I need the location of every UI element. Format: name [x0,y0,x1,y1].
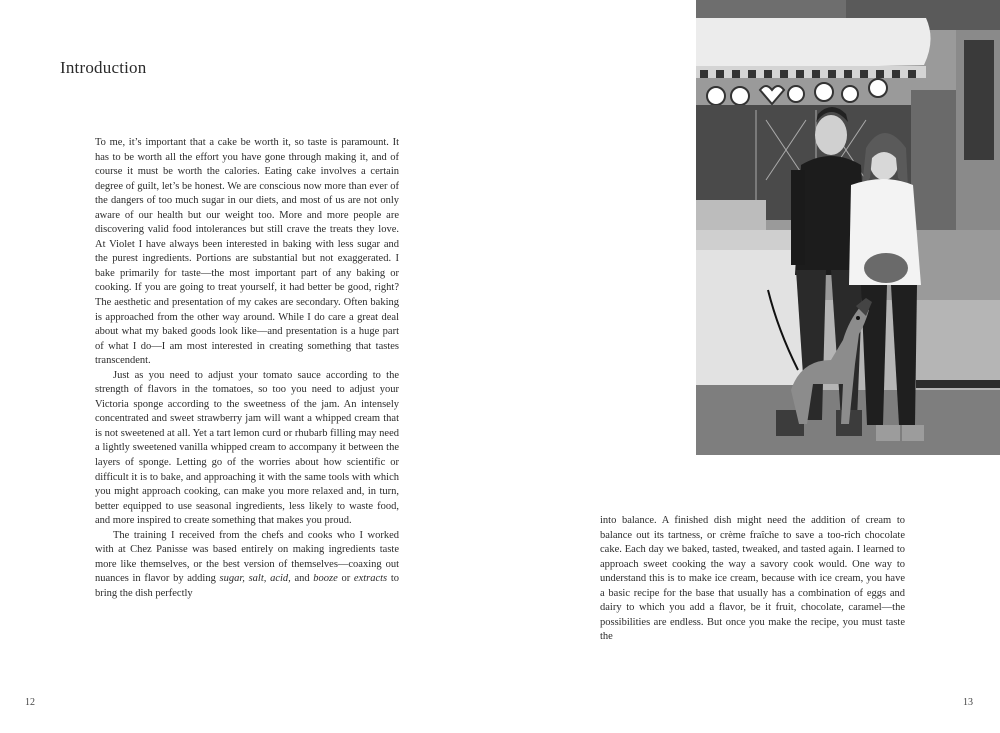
page-heading: Introduction [60,58,147,77]
left-column-text [95,136,399,602]
paragraph-3-start: The training I received from the chefs and cooks who I worked with at Chez Panisse was based entirely on making ingredients taste more like themselves, or the best version of themselves—coaxing out nuances in flavor by adding [95,529,399,585]
paragraph-continued: into balance. A finished dish might need the addition of cream to balance out its tartness, or crème fraîche to save a too-rich chocolate cake. Each day we baked, tasted, tweaked, and tasted again. I learned to approach sweet cooking the way a savory cook would. One way to understand this is to make ice cream, because with ice cream, you have a basic recipe for the base that usually has a combination of eggs and dairy to which you add a flavor, be it fruit, chocolate, caramel—the possibilities are endless. But once you make the recipe, you must taste the [600,515,905,643]
emphasis-extracts: extracts [353,573,388,585]
paragraph-3-end: to bring the dish perfectly [95,573,400,599]
paragraph-2: Just as you need to adjust your tomato sauce according to the strength of flavors in the tomatoes, so too you need to adjust your Victoria sponge according to the sweetness of the jam. An intensely concentrated and sweet strawberry jam will want a whipped cream that is not sweetened at all. Yet a tart lemon curd or rhubarb filling may need a lightly sweetened vanilla whipped cream to accompany it between the layers of sponge. Letting go of the worries about how scientific or difficult it is to bake, and approaching it with the same tools with which you might approach cooking, can make you more relaxed and, in turn, better equipped to use seasonal ingredients, less likely to waste food, and more inspired to create something that makes you proud. [95,369,399,527]
paragraph-1: To me, it’s important that a cake be worth it, so taste is paramount. It has to be worth all the effort you have gone through making it, and of course it must be worth the calories. Eating cake involves a certain degree of guilt, let’s be honest. We are conscious now more than ever of the dangers of too much sugar in our diets, and most of us are not only aware of our health but our weight too. More and more people are discovering valid food intolerances but still crave the treats they love. At Violet I have always been interested in baking with less sugar and the purest ingredients. Portions are substantial but not exaggerated. I bake primarily for taste—the most important part of any baking or cooking. If you are going to treat yourself, it had better be good, right? The aesthetic and presentation of my cakes are secondary. Often baking is approached from the other way around. While I do care a great deal about what my baked goods look like—and presentation is a huge part of what I do—I am most interested in creating something that tastes transcendent. [95,137,399,367]
paragraph-3 [95,529,399,602]
paragraph-3-or: or [337,573,354,585]
page-number-right: 13 [963,697,973,708]
right-column-text [600,514,905,645]
photo-couple-with-dog [696,0,1000,455]
emphasis-booze: booze [313,573,338,585]
paragraph-3-and: and [290,573,314,585]
emphasis-sugar-salt-acid: sugar, salt, acid, [219,573,291,585]
page-number-left: 12 [25,697,35,708]
